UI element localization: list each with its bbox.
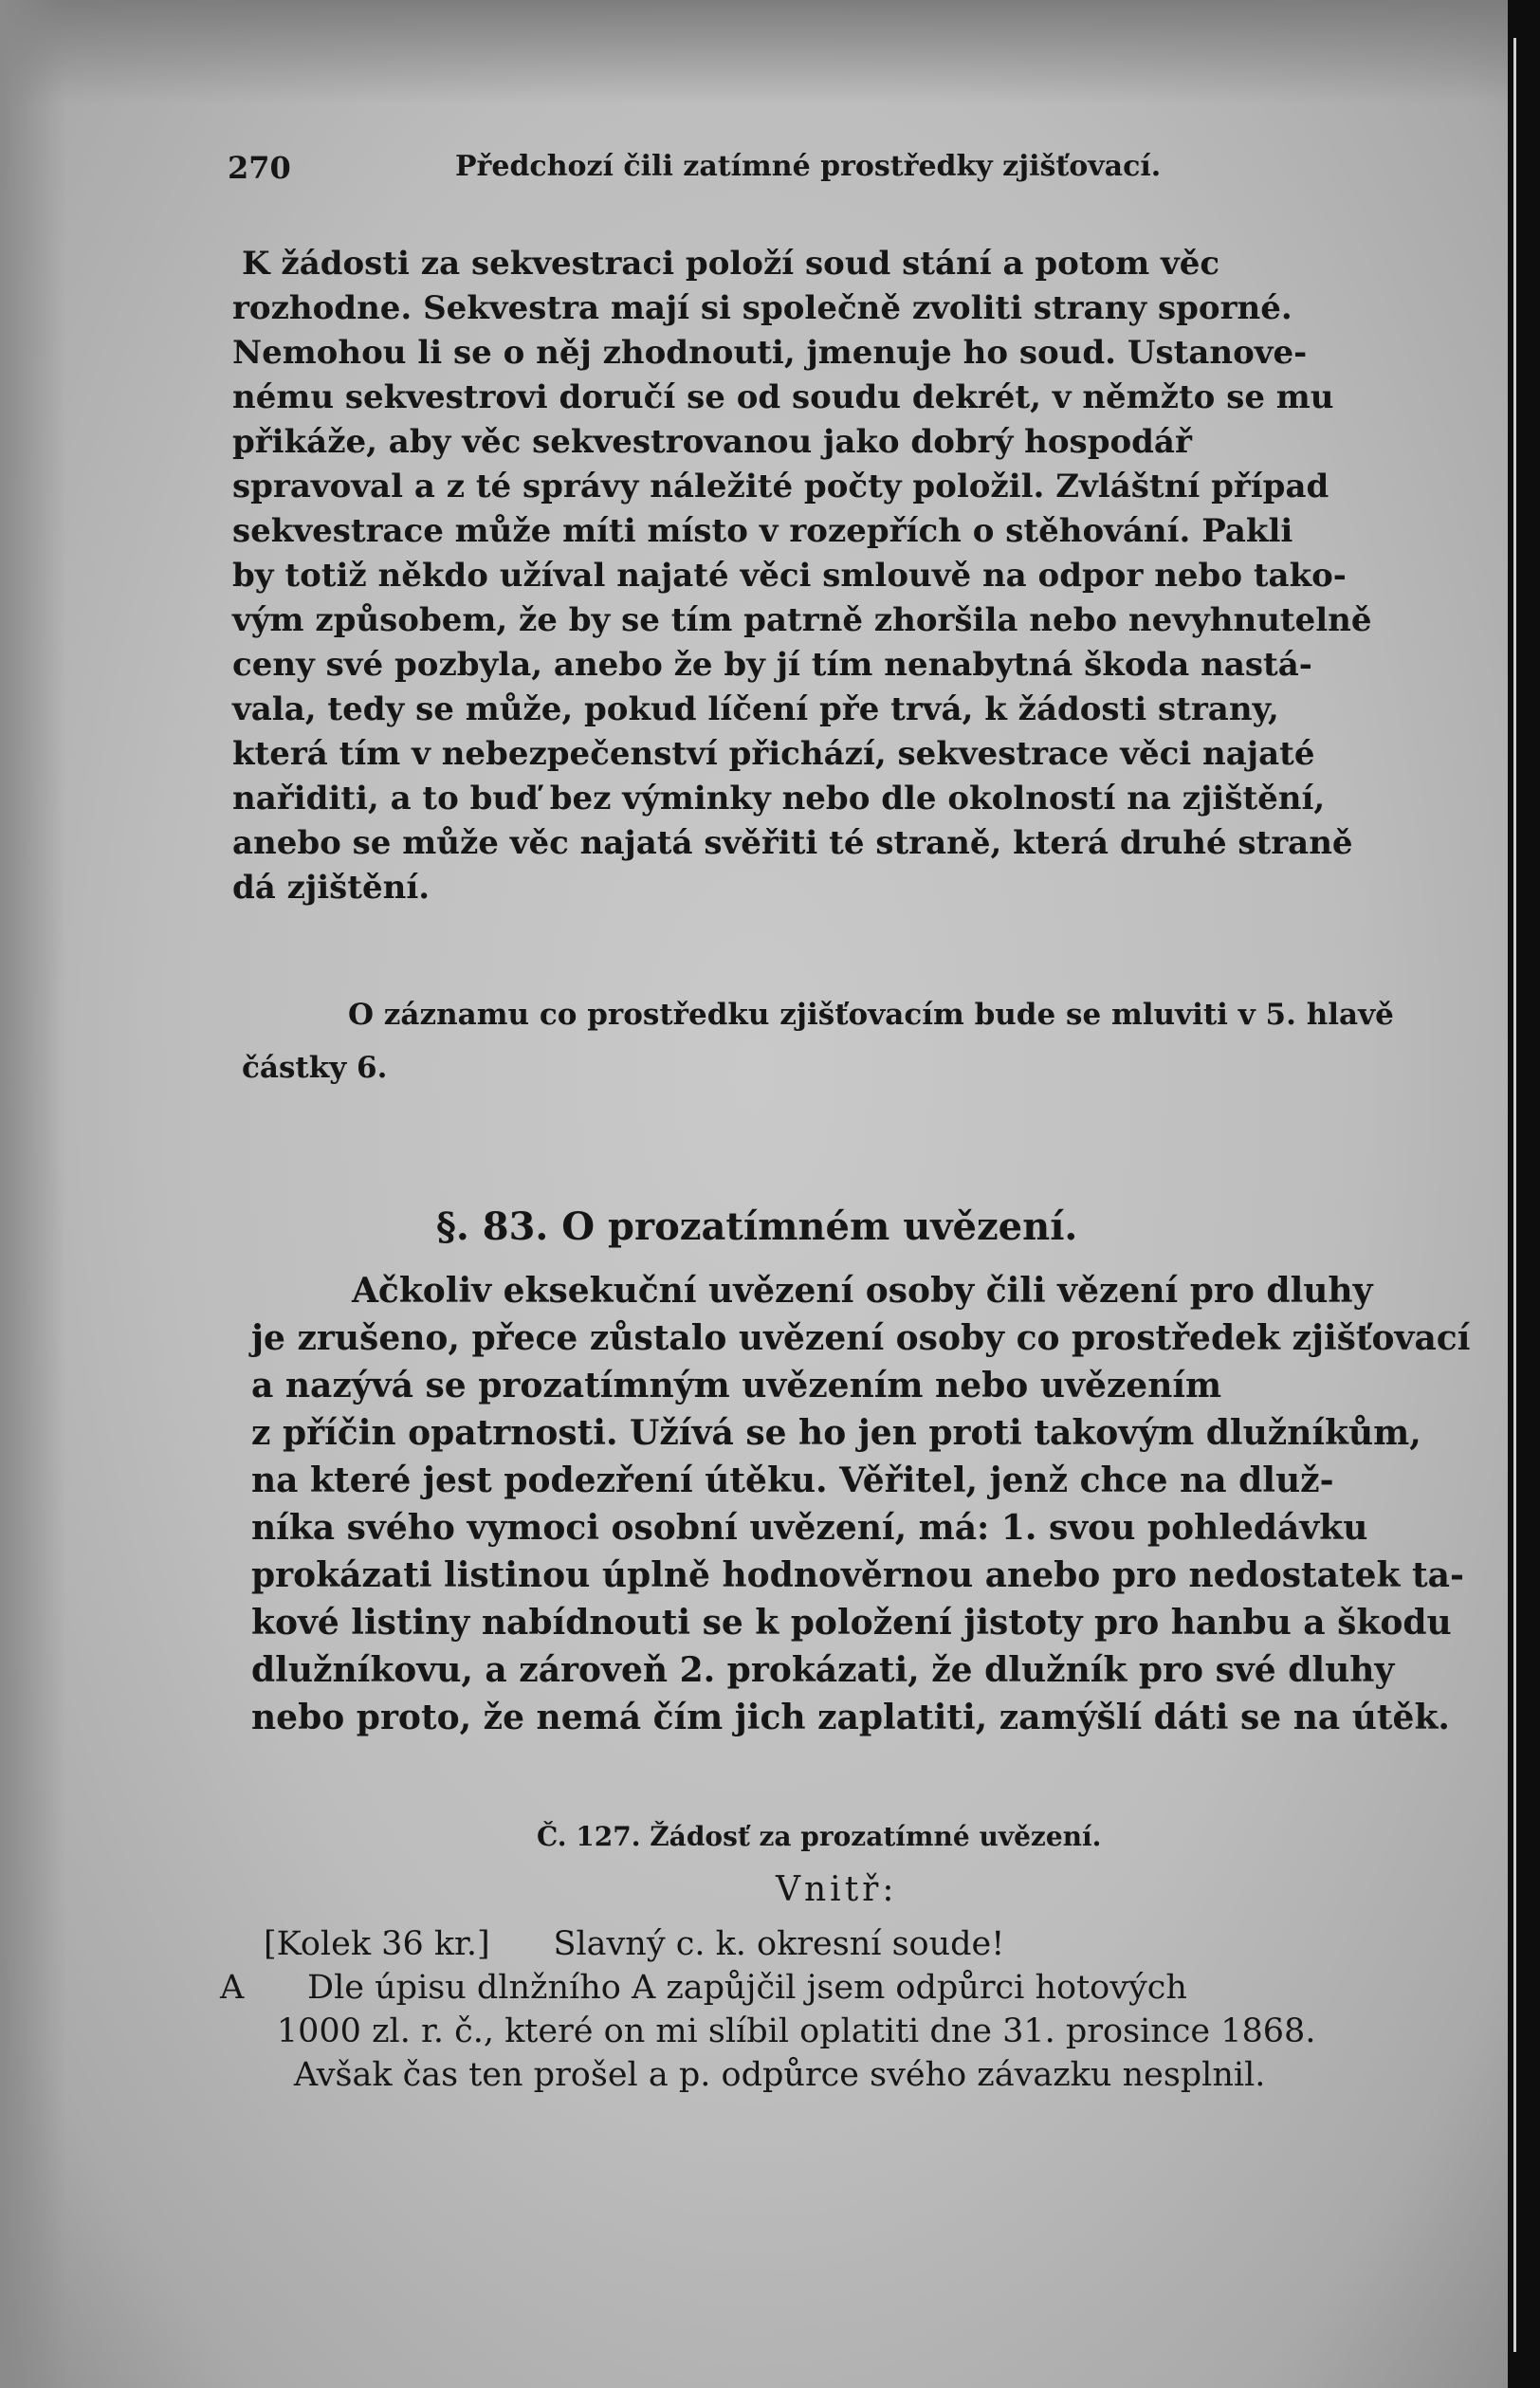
text-line: O záznamu co prostředku zjišťovacím bude se mluviti v 5. hlavě (348, 998, 1394, 1032)
text-line: nebo proto, že nemá čím jich zaplatiti, zamýšlí dáti se na útěk. (251, 1698, 1450, 1737)
text-line: přikáže, aby věc sekvestrovanou jako dobrý hospodář (232, 423, 1192, 461)
text-line: níka svého vymoci osobní uvězení, má: 1. svou pohledávku (251, 1508, 1368, 1548)
text-line: z příčin opatrnosti. Užívá se ho jen proti takovým dlužníkům, (251, 1413, 1421, 1453)
form-line: A Dle úpisu dlnžního A zapůjčil jsem odpůrci hotových (220, 1969, 1187, 2007)
text-line: K žádosti za sekvestraci položí soud stání a potom věc (242, 245, 1220, 283)
text-line: Ačkoliv eksekuční uvězení osoby čili vězení pro dluhy (352, 1271, 1373, 1311)
form-line: Avšak čas ten prošel a p. odpůrce svého závazku nesplnil. (220, 2056, 1266, 2094)
text-line: částky 6. (242, 1051, 388, 1085)
text-line: prokázati listinou úplně hodnověrnou anebo pro nedostatek ta- (251, 1555, 1464, 1595)
text-line: anebo se může věc najatá svěřiti té straně, která druhé straně (232, 824, 1353, 862)
text-line: Nemohou li se o něj zhodnouti, jmenuje ho soud. Ustanove- (232, 334, 1308, 372)
text-line: která tím v nebezpečenství přichází, sekvestrace věci najaté (232, 735, 1315, 773)
text-line: nému sekvestrovi doručí se od soudu dekrét, v němžto se mu (232, 378, 1334, 416)
text-line: spravoval a z té správy náležité počty položil. Zvláštní případ (232, 468, 1329, 505)
text-line: na které jest podezření útěku. Věřitel, jenž chce na dluž- (251, 1460, 1334, 1500)
scan-shadow-top (0, 0, 1508, 104)
text-line: vým způsobem, že by se tím patrně zhoršila nebo nevyhnutelně (232, 601, 1372, 639)
form-line: 1000 zl. r. č., které on mi slíbil oplatiti dne 31. prosince 1868. (203, 2012, 1316, 2050)
form-line: [Kolek 36 kr.] Slavný c. k. okresní soude! (264, 1925, 1005, 1963)
text-line: je zrušeno, přece zůstalo uvězení osoby co prostředek zjišťovací (251, 1318, 1471, 1358)
text-line: ceny své pozbyla, anebo že by jí tím nenabytná škoda nastá- (232, 646, 1312, 684)
text-line: dlužníkovu, a zároveň 2. prokázati, že dlužník pro své dluhy (251, 1650, 1395, 1690)
form-heading: Vnitř: (776, 1870, 898, 1909)
scan-border-line (1513, 38, 1516, 2352)
page-header (228, 150, 1233, 192)
text-line: a nazývá se prozatímným uvězením nebo uvězením (251, 1366, 1222, 1405)
text-line: vala, tedy se může, pokud líčení pře trvá, k žádosti strany, (232, 690, 1279, 728)
text-line: kové listiny nabídnouti se k položení jistoty pro hanbu a škodu (251, 1603, 1452, 1643)
scan-shadow-left (0, 0, 66, 2388)
form-title: Č. 127. Žádosť za prozatímné uvězení. (537, 1821, 1102, 1852)
text-line: sekvestrace může míti místo v rozepřích o stěhování. Pakli (232, 512, 1293, 550)
text-line: by totiž někdo užíval najaté věci smlouvě na odpor nebo tako- (232, 557, 1347, 595)
page-number: 270 (228, 150, 291, 186)
section-heading: §. 83. O prozatímném uvězení. (436, 1204, 1078, 1249)
text-line: nařiditi, a to buď bez výminky nebo dle okolností na zjištění, (232, 780, 1326, 817)
running-title: Předchozí čili zatímné prostředky zjišťovací. (455, 150, 1162, 183)
text-line: dá zjištění. (232, 869, 431, 907)
text-line: rozhodne. Sekvestra mají si společně zvoliti strany sporné. (232, 289, 1292, 327)
